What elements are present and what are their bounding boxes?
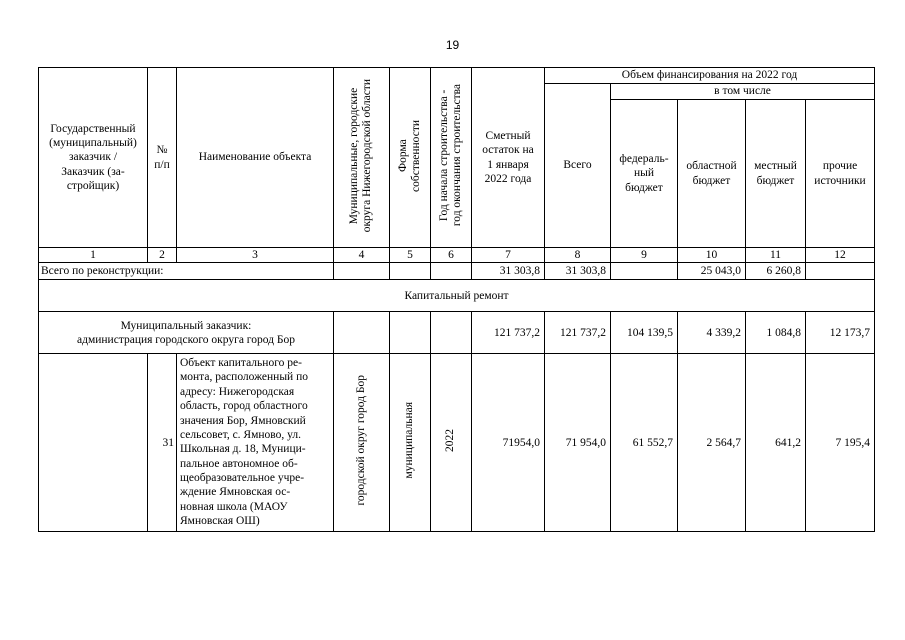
header-years: Год начала строительства - год окончания строительства	[437, 84, 463, 227]
empty-cell	[39, 354, 148, 532]
customer-regional: 4 339,2	[678, 312, 746, 354]
reconstruction-estimate: 31 303,8	[472, 263, 545, 280]
empty-cell	[431, 263, 472, 280]
empty-cell	[390, 263, 431, 280]
column-number: 7	[472, 248, 545, 263]
object-municipality-cell	[334, 354, 390, 532]
header-total: Всего	[545, 84, 611, 248]
header-other: прочие источники	[806, 100, 875, 248]
column-number: 11	[746, 248, 806, 263]
column-number: 8	[545, 248, 611, 263]
column-number: 12	[806, 248, 875, 263]
header-municipality: Муниципальные, городские округа Нижегородской области	[348, 78, 374, 233]
object-local: 641,2	[746, 354, 806, 532]
header-object-name: Наименование объекта	[177, 68, 334, 248]
header-funding-group: Объем финансирования на 2022 год	[545, 68, 875, 84]
object-estimate: 71954,0	[472, 354, 545, 532]
object-ownership: муниципальная	[403, 402, 416, 479]
object-years-cell	[431, 354, 472, 532]
header-local: местный бюджет	[746, 100, 806, 248]
object-name: Объект капитального ре- монта, расположенный по адресу: Нижегородская область, город областного значения Бор, Ямновский сельсовет, с. Ямново, ул. Школьная д. 18, Муници- пальное автономное об- щеобразовательное учре- ждение Ямновская ос- новная школа (МАОУ Ямновская ОШ)	[177, 354, 334, 532]
header-row-1	[39, 68, 875, 84]
customer-total: 121 737,2	[545, 312, 611, 354]
column-number: 9	[611, 248, 678, 263]
header-including: в том числе	[611, 84, 875, 100]
customer-other: 12 173,7	[806, 312, 875, 354]
header-customer: Государственный (муниципальный) заказчик / Заказчик (за- стройщик)	[39, 68, 148, 248]
funding-table	[38, 67, 875, 532]
reconstruction-federal	[611, 263, 678, 280]
section-title: Капитальный ремонт	[39, 280, 875, 312]
customer-row	[39, 312, 875, 354]
customer-local: 1 084,8	[746, 312, 806, 354]
customer-label: Муниципальный заказчик: администрация городского округа город Бор	[39, 312, 334, 354]
header-estimate-balance: Сметный остаток на 1 января 2022 года	[472, 68, 545, 248]
object-municipality: городской округ город Бор	[354, 375, 367, 506]
section-row	[39, 280, 875, 312]
reconstruction-total: 31 303,8	[545, 263, 611, 280]
empty-cell	[334, 312, 390, 354]
empty-cell	[431, 312, 472, 354]
column-number: 2	[148, 248, 177, 263]
reconstruction-total-label: Всего по реконструкции:	[39, 263, 334, 280]
page-number: 19	[445, 38, 460, 52]
header-federal: федераль- ный бюджет	[611, 100, 678, 248]
header-num: № п/п	[148, 68, 177, 248]
customer-estimate: 121 737,2	[472, 312, 545, 354]
empty-cell	[334, 263, 390, 280]
column-number: 5	[390, 248, 431, 263]
empty-cell	[390, 312, 431, 354]
column-number: 4	[334, 248, 390, 263]
reconstruction-local: 6 260,8	[746, 263, 806, 280]
reconstruction-other	[806, 263, 875, 280]
object-regional: 2 564,7	[678, 354, 746, 532]
column-number: 10	[678, 248, 746, 263]
header-ownership-cell	[390, 68, 431, 248]
object-total: 71 954,0	[545, 354, 611, 532]
object-ownership-cell	[390, 354, 431, 532]
column-number: 3	[177, 248, 334, 263]
column-number-row	[39, 248, 875, 263]
object-num: 31	[148, 354, 177, 532]
header-ownership: Форма собственности	[396, 119, 422, 192]
header-municipality-cell	[334, 68, 390, 248]
object-row	[39, 354, 875, 532]
reconstruction-regional: 25 043,0	[678, 263, 746, 280]
header-regional: областной бюджет	[678, 100, 746, 248]
object-federal: 61 552,7	[611, 354, 678, 532]
object-other: 7 195,4	[806, 354, 875, 532]
customer-federal: 104 139,5	[611, 312, 678, 354]
column-number: 1	[39, 248, 148, 263]
header-years-cell	[431, 68, 472, 248]
object-years: 2022	[444, 429, 457, 452]
column-number: 6	[431, 248, 472, 263]
reconstruction-total-row	[39, 263, 875, 280]
